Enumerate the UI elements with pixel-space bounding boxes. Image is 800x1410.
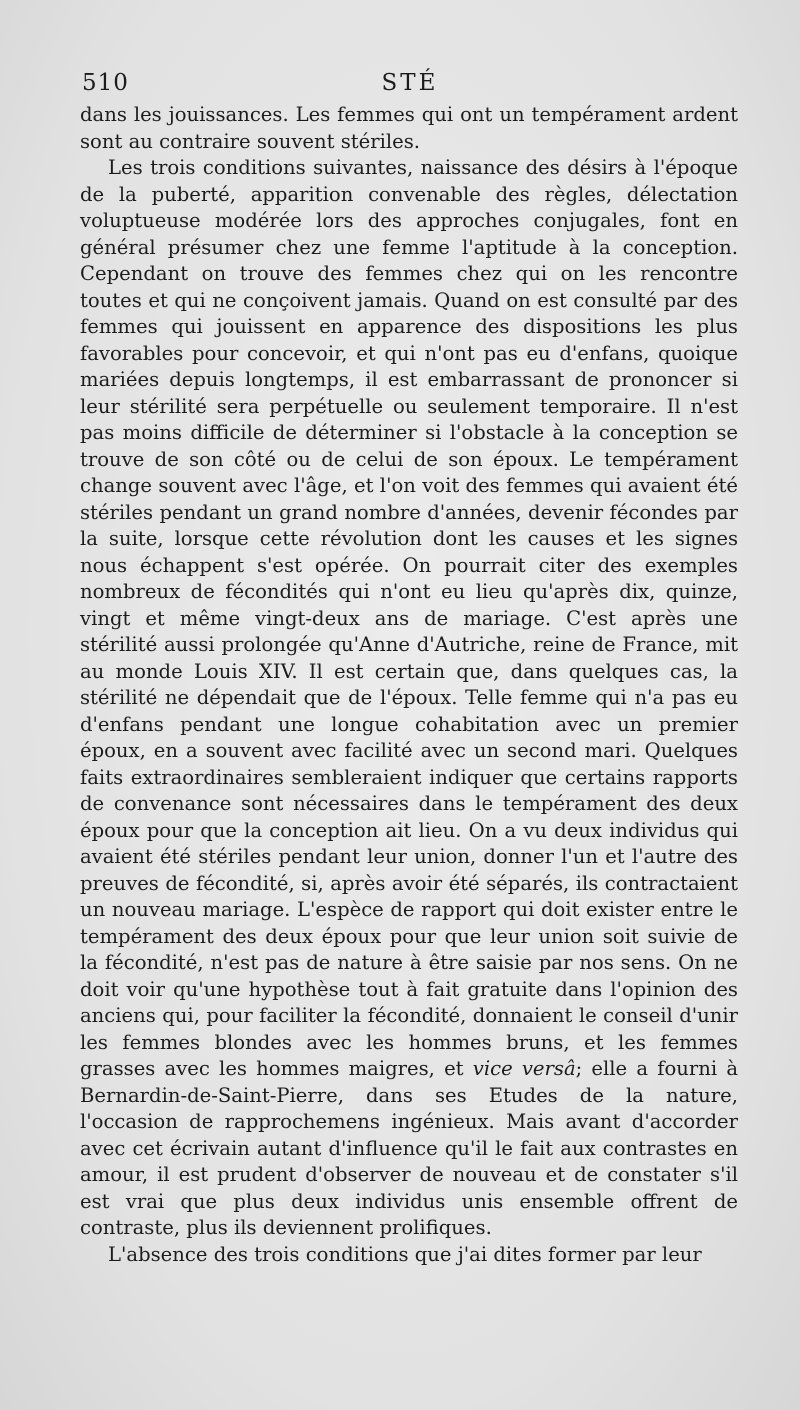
paragraph-sterility: Les trois conditions suivantes, naissance des désirs à l'époque de la puberté, apparition convenable des règles, délectation voluptueuse modérée lors des approches conjugales, font en général présumer chez une femme l'aptitude à la conception. Cependant on trouve des femmes chez qui on les rencontre toutes et qui ne conçoivent jamais. Quand on est consulté par des femmes qui jouissent en apparence des dispositions les plus favorables pour concevoir, et qui n'ont pas eu d'enfans, quoique mariées depuis longtemps, il est embarrassant de prononcer si leur stérilité sera perpétuelle ou seulement temporaire. Il n'est pas moins difficile de déterminer si l'obstacle à la conception se trouve de son côté ou de celui de son époux. Le tempérament change souvent avec l'âge, et l'on voit des femmes qui avaient été stériles pendant un grand nombre d'années, devenir fécondes par la suite, lorsque cette révolution dont les causes et les signes nous échappent s'est opérée. On pourrait citer des exemples nombreux de fécondités qui n'ont eu lieu qu'après dix, quinze, vingt et même vingt-deux ans de mariage. C'est après une stérilité aussi prolongée qu'Anne d'Autriche, reine de France, mit au monde Louis XIV. Il est certain que, dans quelques cas, la stérilité ne dépendait que de l'époux. Telle femme qui n'a pas eu d'enfans pendant une longue cohabitation avec un premier époux, en a souvent avec facilité avec un second mari. Quelques faits extraordinaires sembleraient indiquer que certains rapports de convenance sont nécessaires dans le tempérament des deux époux pour que la conception ait lieu. On a vu deux individus qui avaient été stériles pendant leur union, donner l'un et l'autre des preuves de fécondité, si, après avoir été séparés, ils contractaient un nouveau mariage. L'espèce de rapport qui doit exister entre le tempérament des deux époux pour que leur union soit suivie de la fécondité, n'est pas de nature à être saisie par nos sens. On ne doit voir qu'une hypothèse tout à fait gratuite dans l'opinion des anciens qui, pour faciliter la fécondité, donnaient le conseil d'unir les femmes blondes avec les hommes bruns, et les femmes grasses avec les hommes maigres, et vice versâ; elle a fourni à Bernardin-de-Saint-Pierre, dans ses Etudes de la nature, l'occasion de rapprochemens ingénieux. Mais avant d'accorder avec cet écrivain autant d'influence qu'il le fait aux contrastes en amour, il est prudent d'observer de nouveau et de constater s'il est vrai que plus deux individus unis ensemble offrent de contraste, plus ils deviennent prolifiques. <box>80 156 739 1239</box>
paragraph-continuation: dans les jouissances. Les femmes qui ont un tempérament ardent sont au contraire souvent stériles. <box>80 103 738 153</box>
page-number: 510 <box>82 70 129 96</box>
italic-phrase: vice versâ <box>472 1057 576 1080</box>
paragraph-last-line: L'absence des trois conditions que j'ai dites former par leur <box>108 1242 702 1266</box>
body-text <box>80 102 738 1268</box>
page-header <box>82 70 738 100</box>
running-head: STÉ <box>381 70 439 96</box>
